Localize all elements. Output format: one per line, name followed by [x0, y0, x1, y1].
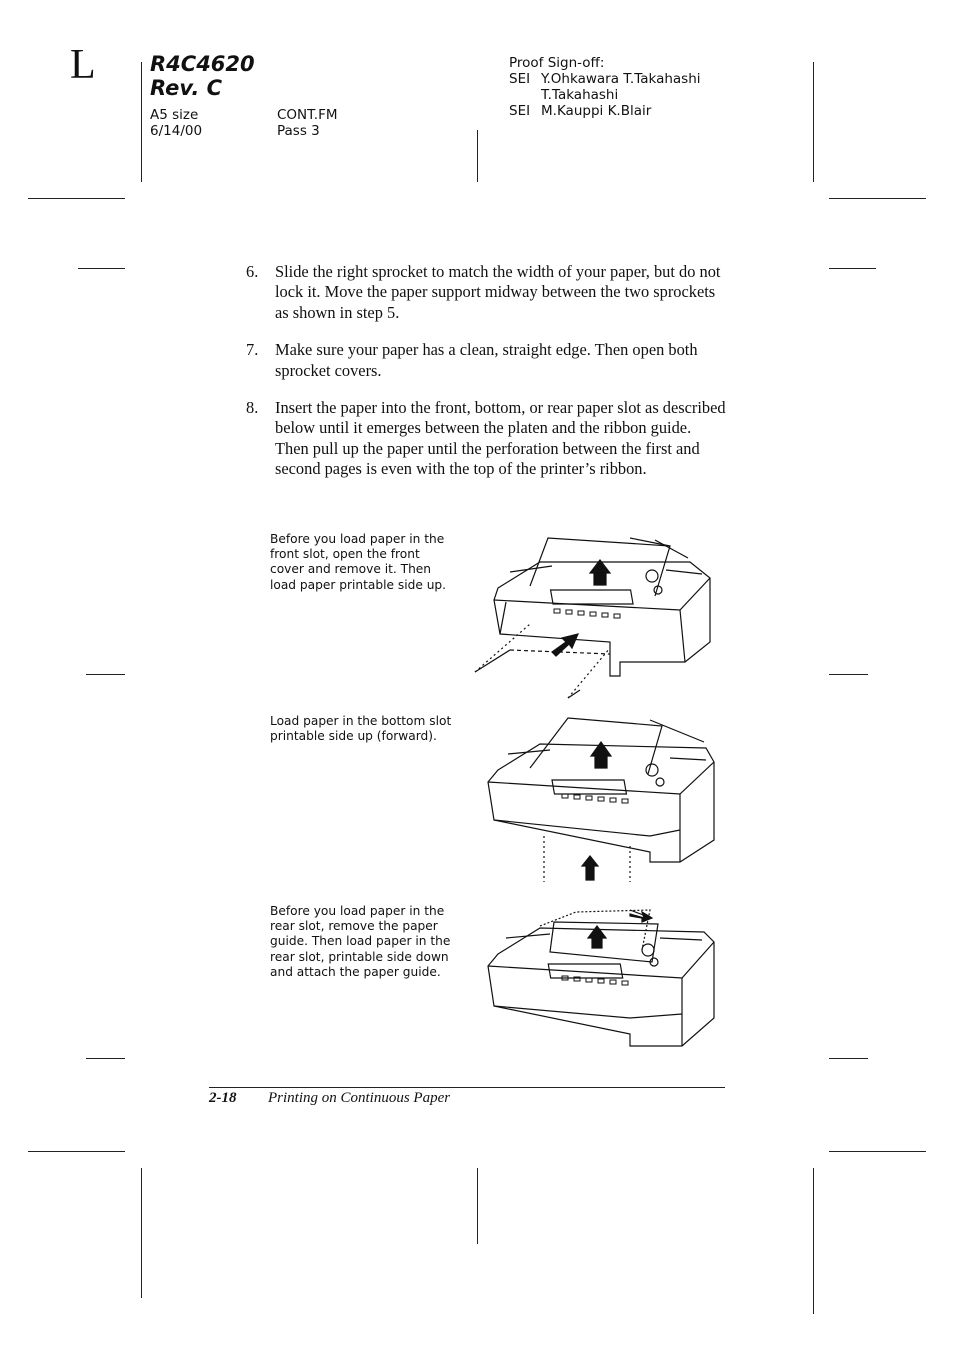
document-revision: Rev. C — [150, 76, 223, 100]
crop-mark — [813, 1168, 814, 1314]
proof-row-value: T.Takahashi — [541, 87, 619, 103]
crop-mark — [477, 130, 478, 182]
proof-signoff — [509, 55, 701, 119]
crop-mark — [141, 62, 142, 182]
step-number: 7. — [246, 340, 259, 360]
printer-front-slot-illustration — [470, 530, 720, 705]
crop-mark — [28, 198, 125, 199]
proof-row-label: SEI — [509, 103, 531, 119]
crop-mark — [28, 1151, 125, 1152]
crop-mark — [477, 1168, 478, 1244]
proof-row-label: SEI — [509, 71, 531, 87]
margin-mark — [86, 674, 125, 675]
footer-rule — [209, 1087, 725, 1088]
section-title: Printing on Continuous Paper — [268, 1090, 451, 1106]
file-label: CONT.FM — [277, 107, 338, 123]
margin-mark — [829, 674, 868, 675]
size-label: A5 size — [150, 107, 199, 123]
crop-mark — [813, 62, 814, 182]
step-item — [246, 262, 726, 323]
margin-mark — [78, 268, 125, 269]
figure-caption-rear-slot: Before you load paper in the rear slot, remove the paper guide. Then load paper in the rear slot, printable side down and attach the paper guide. — [270, 904, 451, 979]
figure-caption-front-slot: Before you load paper in the front slot, open the front cover and remove it. Then load paper printable side up. — [270, 532, 447, 592]
step-text: Slide the right sprocket to match the width of your paper, but do not lock it. Move the paper support midway between the two sprockets as shown in step 5. — [275, 262, 721, 322]
crop-mark — [141, 1168, 142, 1298]
proof-row-value: Y.Ohkawara T.Takahashi — [541, 71, 701, 87]
step-text: Make sure your paper has a clean, straight edge. Then open both sprocket covers. — [275, 340, 698, 380]
printer-bottom-slot-illustration — [480, 712, 730, 884]
document-id — [150, 52, 255, 100]
step-text: Insert the paper into the front, bottom, or rear paper slot as described below until it emerges between the platen and the ribbon guide. Then pull up the paper until the perforation between the first and second pages is even with the top of the printer’s ribbon. — [275, 398, 726, 479]
margin-mark — [829, 1058, 868, 1059]
proof-row — [509, 87, 701, 103]
step-item — [246, 398, 726, 480]
margin-mark — [86, 1058, 125, 1059]
printer-rear-slot-illustration — [480, 906, 730, 1052]
margin-mark — [829, 268, 876, 269]
crop-mark — [829, 198, 926, 199]
figure-caption-bottom-slot: Load paper in the bottom slot printable side up (forward). — [270, 714, 452, 744]
proof-title: Proof Sign-off: — [509, 55, 605, 71]
step-number: 8. — [246, 398, 259, 418]
page-number: 2-18 — [209, 1090, 237, 1106]
proof-row — [509, 103, 701, 119]
step-number: 6. — [246, 262, 259, 281]
document-id-line1: R4C4620 — [150, 52, 255, 76]
proof-row — [509, 71, 701, 87]
date-label: 6/14/00 — [150, 123, 203, 139]
step-list — [246, 262, 726, 497]
proof-row-label — [509, 87, 541, 103]
crop-mark — [829, 1151, 926, 1152]
step-item — [246, 340, 726, 381]
corner-letter: L — [70, 42, 96, 88]
pass-label: Pass 3 — [277, 123, 320, 139]
proof-row-value: M.Kauppi K.Blair — [541, 103, 652, 119]
